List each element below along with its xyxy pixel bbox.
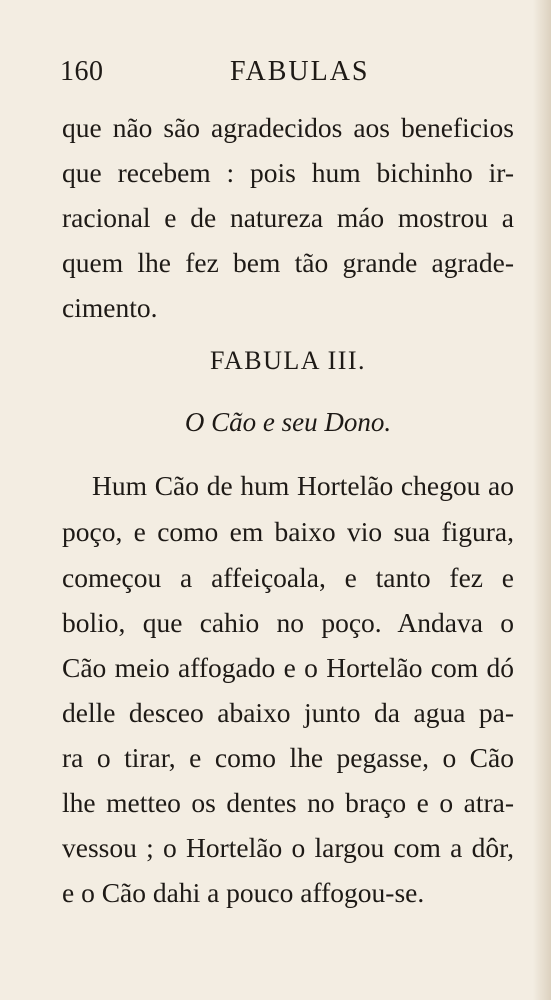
text-line: que não são agradecidos aos beneficios xyxy=(62,112,514,143)
fable-title: FABULA III. xyxy=(209,346,367,375)
text-line: ra o tirar, e como lhe pegasse, o Cão xyxy=(62,742,514,773)
text-line: começou a affeiçoala, e tanto fez e xyxy=(62,562,514,593)
page-number: 160 xyxy=(60,56,104,87)
text-line: Cão meio affogado e o Hortelão com dó xyxy=(62,652,514,683)
text-line: Hum Cão de hum Hortelão chegou ao xyxy=(92,470,514,501)
text-line: lhe metteo os dentes no braço e o atra- xyxy=(62,787,514,818)
page-header xyxy=(60,56,500,92)
page-edge-shadow xyxy=(533,0,551,1000)
fable-subtitle: O Cão e seu Dono. xyxy=(184,407,392,437)
text-line: cimento. xyxy=(62,292,158,323)
text-line: delle desceo abaixo junto da agua pa- xyxy=(62,697,514,728)
text-line: racional e de natureza máo mostrou a xyxy=(62,202,514,233)
text-line: que recebem : pois hum bichinho ir- xyxy=(62,157,514,188)
text-line: poço, e como em baixo vio sua figura, xyxy=(62,516,514,547)
text-line: e o Cão dahi a pouco affogou-se. xyxy=(62,877,425,908)
text-line: vessou ; o Hortelão o largou com a dôr, xyxy=(62,832,514,863)
text-line: quem lhe fez bem tão grande agrade- xyxy=(62,247,514,278)
text-line: bolio, que cahio no poço. Andava o xyxy=(62,607,514,638)
running-head: FABULAS xyxy=(230,56,370,87)
